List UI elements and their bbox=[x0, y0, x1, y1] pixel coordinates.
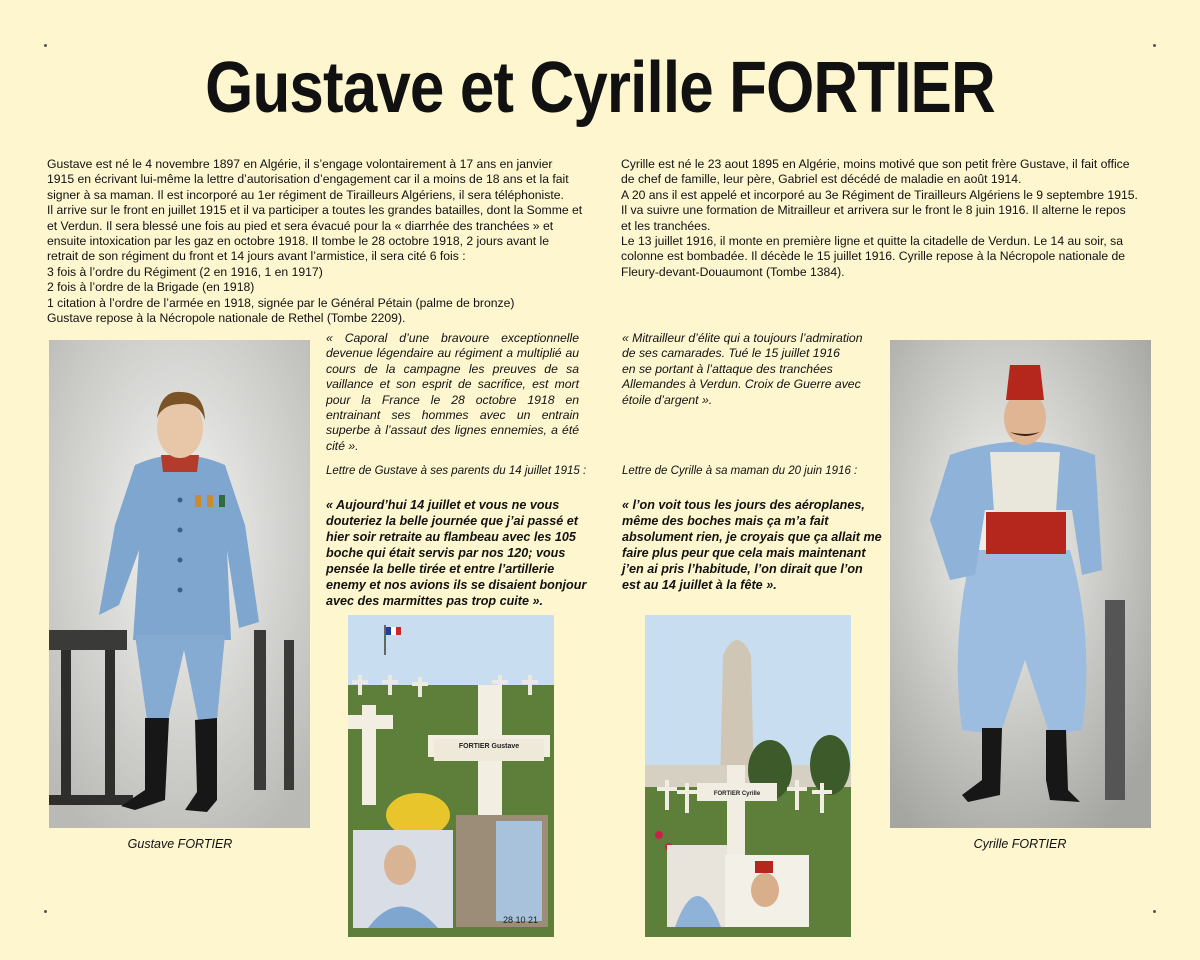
corner-dot bbox=[44, 910, 47, 913]
citation-line: étoile d’argent ». bbox=[622, 392, 713, 407]
bio-line: 1 citation à l’ordre de l’armée en 1918, signée par le Général Pétain (palme de bronze) bbox=[47, 295, 515, 310]
cyrille-letter-header: Lettre de Cyrille à sa maman du 20 juin 1916 : bbox=[622, 465, 858, 477]
cyrille-letter bbox=[622, 497, 882, 593]
letter-line: faire plus peur que cela mais maintenant bbox=[622, 546, 866, 560]
cyrille-biography bbox=[621, 157, 1138, 280]
letter-line: douteriez la belle journée que j’ai passé et bbox=[326, 514, 578, 528]
cyrille-grave-photo bbox=[645, 615, 851, 937]
bio-line: 3 fois à l’ordre du Régiment (2 en 1916, 1 en 1917) bbox=[47, 264, 323, 279]
letter-line: enemy et nos avions ils se disaient bonjour bbox=[326, 578, 587, 592]
bio-line: Gustave est né le 4 novembre 1897 en Algérie, il s’engage volontairement à 17 ans en janvier bbox=[47, 157, 553, 171]
gustave-citation: « Caporal d’une bravoure exceptionnelle devenue légendaire au régiment a multiplié au cours de la campagne les preuves de sa vaillance et son esprit de sacrifice, est mort pour la France le 28 octobre 1918 en entrainant ses hommes avec un entrain superbe à l’assaut des lignes ennemies, a été cité ». bbox=[326, 331, 579, 453]
gustave-biography bbox=[47, 157, 582, 326]
grave-plate-text: FORTIER Cyrille bbox=[713, 791, 761, 797]
bio-line: 2 fois à l’ordre de la Brigade (en 1918) bbox=[47, 280, 255, 295]
bio-line: et les tranchées. bbox=[621, 218, 711, 233]
letter-line: hier soir retraite au flambeau avec les 105 bbox=[326, 530, 576, 544]
letter-line: « l’on voit tous les jours des aéroplanes, bbox=[622, 498, 865, 512]
bio-line: 1915 en écrivant lui-même la lettre d’autorisation d’engagement car il a moins de 18 ans et la fait bbox=[47, 172, 569, 187]
bio-line: colonne est bombadée. Il décède le 15 juillet 1916. Cyrille repose à la Nécropole nationale de bbox=[621, 249, 1126, 264]
bio-line: et Verdun. Il sera blessé une fois au pied et sera évacué pour la « diarrhée des tranchées » et bbox=[47, 218, 554, 233]
letter-line: avec des marmittes pas trop cuite ». bbox=[326, 594, 543, 608]
bio-line: A 20 ans il est appelé et incorporé au 3e Régiment de Tirailleurs Algériens le 9 septembre 1915. bbox=[621, 187, 1138, 202]
cyrille-citation bbox=[622, 331, 892, 408]
gustave-caption: Gustave FORTIER bbox=[127, 837, 233, 851]
letter-line: boche qui était servis par nos 120; vous bbox=[326, 546, 566, 560]
bio-line: Cyrille est né le 23 aout 1895 en Algérie, moins motivé que son petit frère Gustave, il fait office bbox=[621, 157, 1130, 171]
grave-plate-text: FORTIER Gustave bbox=[458, 743, 520, 750]
photo-date: 28 10 21 bbox=[502, 915, 538, 925]
citation-line: de ses camarades. Tué le 15 juillet 1916 bbox=[622, 346, 840, 361]
letter-line: absolument rien, je croyais que ça allait me bbox=[622, 530, 882, 544]
cyrille-caption: Cyrille FORTIER bbox=[973, 837, 1067, 851]
page-title: Gustave et Cyrille FORTIER bbox=[205, 48, 995, 128]
gustave-portrait bbox=[49, 340, 310, 828]
gustave-letter bbox=[326, 497, 586, 609]
citation-line: « Mitrailleur d’élite qui a toujours l’admiration bbox=[622, 331, 863, 345]
bio-line: Le 13 juillet 1916, il monte en première ligne et quitte la citadelle de Verdun. Le 14 au soir, sa bbox=[621, 234, 1124, 249]
corner-dot bbox=[1153, 910, 1156, 913]
gustave-grave-photo bbox=[348, 615, 554, 937]
letter-line: pensée la belle tirée et entre l’artillerie bbox=[326, 562, 555, 576]
bio-line: signer à sa maman. Il est incorporé au 1er régiment de Tirailleurs Algériens, il sera téléphoniste. bbox=[47, 187, 564, 202]
letter-line: j’en ai pris l’habitude, l’on dirait que l’on bbox=[622, 562, 863, 576]
bio-line: Gustave repose à la Nécropole nationale de Rethel (Tombe 2209). bbox=[47, 311, 406, 326]
bio-line: Il va suivre une formation de Mitrailleur et arrivera sur le front le 8 juin 1916. Il alterne le repos bbox=[621, 203, 1126, 218]
bio-line: de chef de famille, leur père, Gabriel est décédé de maladie en août 1914. bbox=[621, 172, 1022, 187]
bio-line: Fleury-devant-Douaumont (Tombe 1384). bbox=[621, 264, 845, 279]
citation-line: Allemandes à Verdun. Croix de Guerre avec bbox=[622, 377, 861, 392]
bio-line: ensuite intoxication par les gaz en octobre 1918. Il tombe le 28 octobre 1918, 2 jours avant le bbox=[47, 234, 550, 249]
citation-line: en se portant à l’attaque des tranchées bbox=[622, 361, 833, 376]
letter-line: « Aujourd’hui 14 juillet et vous ne vous bbox=[326, 498, 560, 512]
gustave-letter-header: Lettre de Gustave à ses parents du 14 juillet 1915 : bbox=[326, 465, 587, 477]
bio-line: retrait de son régiment du front et 14 jours avant l’armistice, il sera cité 6 fois : bbox=[47, 249, 466, 264]
corner-dot bbox=[1153, 44, 1156, 47]
letter-line: même des boches mais ça m’a fait bbox=[622, 514, 829, 528]
cyrille-portrait bbox=[890, 340, 1151, 828]
bio-line: Il arrive sur le front en juillet 1915 et il va participer a toutes les grandes batailles, dont la Somme et bbox=[47, 203, 583, 218]
letter-line: est au 14 juillet à la fête ». bbox=[622, 578, 777, 592]
corner-dot bbox=[44, 44, 47, 47]
